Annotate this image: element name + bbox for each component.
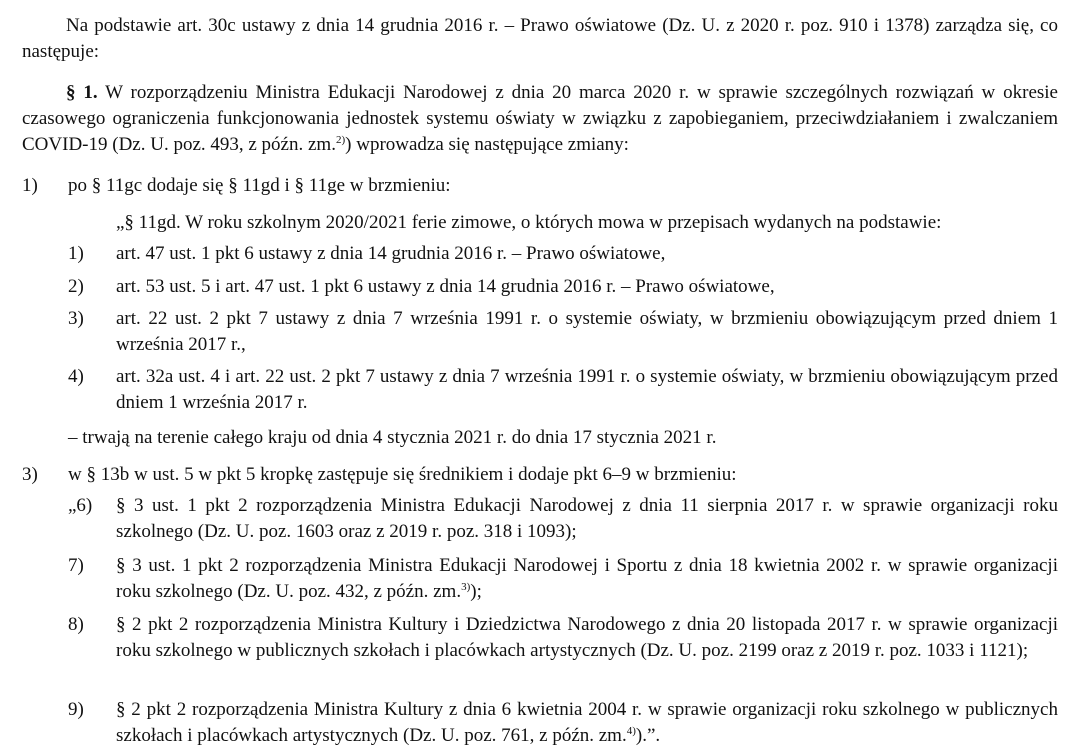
- item-3-sub-9-number: 9): [68, 699, 84, 720]
- item-1-sub-1-number: 1): [68, 243, 84, 264]
- section-1-text: W rozporządzeniu Ministra Edukacji Narodowej z dnia 20 marca 2020 r. w sprawie szczególnych rozwiązań w okresie czasowego ograniczenia funkcjonowania jednostek systemu oświaty w związku z zapobieganiem, przeciwdziałaniem i zwalczaniem COVID-19 (Dz. U. poz. 493, z późn. zm.: [22, 82, 1058, 155]
- footnote-ref-4: 4): [626, 725, 636, 737]
- par-11gd-lead: „§ 11gd. W roku szkolnym 2020/2021 ferie zimowe, o których mowa w przepisach wydanych na podstawie:: [116, 212, 942, 233]
- item-3-sub-9-text: [116, 697, 1058, 749]
- intro-paragraph: [22, 13, 1058, 65]
- item-3-sub-6-text: § 3 ust. 1 pkt 2 rozporządzenia Ministra Edukacji Narodowej z dnia 11 sierpnia 2017 r. w sprawie organizacji roku szkolnego (Dz. U. poz. 1603 oraz z 2019 r. poz. 318 i 1093);: [116, 495, 1058, 542]
- section-1-text-end: ) wprowadza się następujące zmiany:: [345, 134, 629, 155]
- item-1-sub-2-text: art. 53 ust. 5 i art. 47 ust. 1 pkt 6 ustawy z dnia 14 grudnia 2016 r. – Prawo oświatowe,: [116, 276, 775, 297]
- item-1-sub-3-number: 3): [68, 308, 84, 329]
- item-1-sub-4-text: art. 32a ust. 4 i art. 22 ust. 2 pkt 7 ustawy z dnia 7 września 1991 r. o systemie oświaty, w brzmieniu obowiązującym przed dniem 1 września 2017 r.: [116, 366, 1058, 413]
- item-3-number: 3): [22, 464, 38, 485]
- item-3-sub-8-text: § 2 pkt 2 rozporządzenia Ministra Kultury i Dziedzictwa Narodowego z dnia 20 listopada 2017 r. w sprawie organizacji roku szkolnego w publicznych szkołach i placówkach artystycznych (Dz. U. poz. 2199 oraz z 2019 r. poz. 1033 i 1121);: [116, 614, 1058, 661]
- section-1-paragraph: [22, 80, 1058, 158]
- item-1-sub-1-text: art. 47 ust. 1 pkt 6 ustawy z dnia 14 grudnia 2016 r. – Prawo oświatowe,: [116, 243, 666, 264]
- intro-text: Na podstawie art. 30c ustawy z dnia 14 grudnia 2016 r. – Prawo oświatowe (Dz. U. z 2020 r. poz. 910 i 1378) zarządza się, co następuje:: [22, 15, 1058, 62]
- item-1-number: 1): [22, 175, 38, 196]
- item-3-text: w § 13b w ust. 5 w pkt 5 kropkę zastępuje się średnikiem i dodaje pkt 6–9 w brzmieniu:: [68, 464, 737, 485]
- item-1-closing: – trwają na terenie całego kraju od dnia 4 stycznia 2021 r. do dnia 17 stycznia 2021 r.: [68, 427, 717, 448]
- item-3-sub-7-text-main: § 3 ust. 1 pkt 2 rozporządzenia Ministra Edukacji Narodowej i Sportu z dnia 18 kwietnia 2002 r. w sprawie organizacji roku szkolnego (Dz. U. poz. 432, z późn. zm.: [116, 555, 1058, 602]
- section-1-label: § 1.: [66, 82, 98, 103]
- footnote-ref-2: 2): [335, 134, 346, 146]
- footnote-ref-3: 3): [461, 581, 471, 593]
- item-1-sub-3-text: art. 22 ust. 2 pkt 7 ustawy z dnia 7 września 1991 r. o systemie oświaty, w brzmieniu obowiązującym przed dniem 1 września 2017 r.,: [116, 308, 1058, 355]
- item-3-sub-7-number: 7): [68, 555, 84, 576]
- item-1-sub-2-number: 2): [68, 276, 84, 297]
- item-3-sub-7-text: [116, 553, 1058, 605]
- item-3-sub-9-text-end: ).”.: [635, 725, 661, 746]
- item-3-sub-7-text-end: );: [470, 581, 482, 602]
- item-1-sub-4-number: 4): [68, 366, 84, 387]
- item-1-text: po § 11gc dodaje się § 11gd i § 11ge w brzmieniu:: [68, 175, 451, 196]
- item-3-sub-6-number: „6): [68, 495, 93, 516]
- item-3-sub-9-text-main: § 2 pkt 2 rozporządzenia Ministra Kultury z dnia 6 kwietnia 2004 r. w sprawie organizacji roku szkolnego w publicznych szkołach i placówkach artystycznych (Dz. U. poz. 761, z późn. zm.: [116, 699, 1058, 746]
- item-3-sub-8-number: 8): [68, 614, 84, 635]
